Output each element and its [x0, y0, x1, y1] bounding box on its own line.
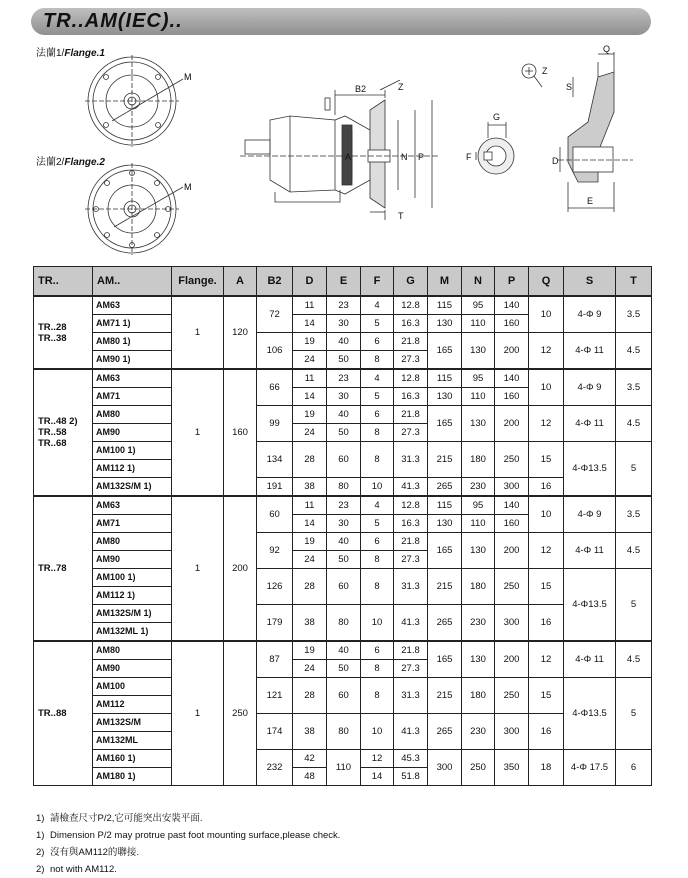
s-cell: 4-Φ 17.5: [564, 750, 616, 786]
table-row: [34, 533, 652, 551]
b2-cell: 72: [257, 296, 293, 333]
s-cell: 4-Φ 9: [564, 369, 616, 406]
s-cell: 4-Φ 11: [564, 533, 616, 569]
am-cell: AM132S/M 1): [93, 478, 172, 497]
d-cell: 38: [293, 478, 327, 497]
s-cell: 4-Φ 9: [564, 496, 616, 533]
flange-cell: 1: [172, 641, 224, 786]
f-cell: 4: [361, 496, 394, 515]
e-cell: 30: [327, 315, 361, 333]
am-cell: AM100 1): [93, 569, 172, 587]
group-tr78: [34, 496, 652, 641]
title-banner: [31, 8, 651, 35]
shaft-keyway-drawing: [462, 110, 522, 190]
m-cell: 130: [428, 515, 462, 533]
dimension-table: [33, 266, 652, 786]
table-row: [34, 442, 652, 460]
table-row: [34, 605, 652, 623]
am-cell: AM112: [93, 696, 172, 714]
g-cell: 27.3: [394, 551, 428, 569]
d-cell: 11: [293, 369, 327, 388]
q-cell: 15: [529, 442, 564, 478]
t-cell: 3.5: [616, 369, 652, 406]
f-cell: 4: [361, 369, 394, 388]
p-cell: 140: [495, 496, 529, 515]
group-tr88: [34, 641, 652, 786]
n-cell: 95: [462, 296, 495, 315]
e-cell: 30: [327, 388, 361, 406]
e-cell: 40: [327, 533, 361, 551]
e-cell: 50: [327, 424, 361, 442]
q-cell: 12: [529, 641, 564, 678]
m-cell: 115: [428, 369, 462, 388]
m-cell: 165: [428, 533, 462, 569]
flange1-label-en: Flange.1: [64, 48, 105, 59]
p-cell: 200: [495, 533, 529, 569]
am-cell: AM71: [93, 515, 172, 533]
g-cell: 12.8: [394, 496, 428, 515]
am-cell: AM90: [93, 551, 172, 569]
g-cell: 45.3: [394, 750, 428, 768]
n-cell: 95: [462, 369, 495, 388]
p-cell: 350: [495, 750, 529, 786]
p-cell: 250: [495, 442, 529, 478]
flange1-drawing: [85, 55, 205, 155]
q-cell: 10: [529, 369, 564, 406]
g-cell: 12.8: [394, 296, 428, 315]
f-cell: 6: [361, 406, 394, 424]
am-cell: AM63: [93, 296, 172, 315]
d-cell: 28: [293, 569, 327, 605]
g-cell: 27.3: [394, 660, 428, 678]
f-cell: 10: [361, 478, 394, 497]
header-b2: B2: [257, 267, 293, 297]
am-cell: AM160 1): [93, 750, 172, 768]
header-p: P: [495, 267, 529, 297]
b2-cell: 99: [257, 406, 293, 442]
a-cell: 120: [224, 296, 257, 369]
d-label: D: [552, 156, 559, 166]
q-cell: 10: [529, 296, 564, 333]
g-cell: 21.8: [394, 533, 428, 551]
footnote: 2) not with AM112.: [36, 864, 117, 875]
n-cell: 130: [462, 333, 495, 370]
f-cell: 8: [361, 660, 394, 678]
q-cell: 10: [529, 496, 564, 533]
t-cell: 3.5: [616, 296, 652, 333]
p-cell: 160: [495, 515, 529, 533]
d-cell: 38: [293, 605, 327, 642]
am-cell: AM100: [93, 678, 172, 696]
b2-cell: 92: [257, 533, 293, 569]
am-cell: AM71 1): [93, 315, 172, 333]
a-cell: 200: [224, 496, 257, 641]
f-cell: 5: [361, 315, 394, 333]
am-cell: AM180 1): [93, 768, 172, 786]
tr-cell: TR..48 2) TR..58 TR..68: [34, 369, 93, 496]
e-cell: 30: [327, 515, 361, 533]
s-cell: 4-Φ13.5: [564, 569, 616, 642]
p-cell: 300: [495, 714, 529, 750]
f-cell: 8: [361, 569, 394, 605]
t-cell: 4.5: [616, 406, 652, 442]
m-cell: 215: [428, 569, 462, 605]
d-cell: 11: [293, 496, 327, 515]
d-cell: 24: [293, 551, 327, 569]
group-tr48-68: [34, 369, 652, 496]
p-cell: 300: [495, 605, 529, 642]
p-cell: 200: [495, 406, 529, 442]
d-cell: 14: [293, 388, 327, 406]
d-cell: 19: [293, 533, 327, 551]
n-cell: 110: [462, 315, 495, 333]
e-cell: 40: [327, 333, 361, 351]
flange-cell: 1: [172, 496, 224, 641]
g-cell: 51.8: [394, 768, 428, 786]
m-cell: 265: [428, 714, 462, 750]
g-cell: 27.3: [394, 424, 428, 442]
f-cell: 8: [361, 678, 394, 714]
am-cell: AM63: [93, 369, 172, 388]
g-cell: 41.3: [394, 714, 428, 750]
header-t: T: [616, 267, 652, 297]
g-cell: 27.3: [394, 351, 428, 370]
am-cell: AM90: [93, 660, 172, 678]
f-cell: 6: [361, 333, 394, 351]
m-cell: 115: [428, 296, 462, 315]
f-label: F: [466, 152, 472, 162]
q-cell: 12: [529, 333, 564, 370]
n-cell: 230: [462, 478, 495, 497]
t-cell: 4.5: [616, 641, 652, 678]
s-cell: 4-Φ 11: [564, 641, 616, 678]
f-cell: 4: [361, 296, 394, 315]
tr-cell: TR..88: [34, 641, 93, 786]
s-cell: 4-Φ13.5: [564, 678, 616, 750]
m-cell: 215: [428, 442, 462, 478]
d-cell: 14: [293, 315, 327, 333]
n-cell: 130: [462, 641, 495, 678]
n-cell: 180: [462, 678, 495, 714]
am-cell: AM80: [93, 641, 172, 660]
header-g: G: [394, 267, 428, 297]
n-cell: 95: [462, 496, 495, 515]
n-cell: 180: [462, 442, 495, 478]
f-cell: 10: [361, 714, 394, 750]
z-label: Z: [398, 82, 404, 92]
am-cell: AM132S/M: [93, 714, 172, 732]
table-row: [34, 333, 652, 351]
b2-cell: 134: [257, 442, 293, 478]
d-cell: 19: [293, 333, 327, 351]
am-cell: AM112 1): [93, 460, 172, 478]
g-cell: 21.8: [394, 333, 428, 351]
p-cell: 250: [495, 569, 529, 605]
p-cell: 140: [495, 369, 529, 388]
b2-cell: 126: [257, 569, 293, 605]
b2-cell: 232: [257, 750, 293, 786]
t-cell: 3.5: [616, 496, 652, 533]
q-label: Q: [603, 44, 611, 54]
e-cell: 80: [327, 714, 361, 750]
table-row: [34, 678, 652, 696]
table-row: [34, 569, 652, 587]
d-cell: 24: [293, 660, 327, 678]
n-cell: 250: [462, 750, 495, 786]
header-q: Q: [529, 267, 564, 297]
header-e: E: [327, 267, 361, 297]
t-cell: 4.5: [616, 333, 652, 370]
f-cell: 6: [361, 533, 394, 551]
m-cell: 165: [428, 406, 462, 442]
header-f: F: [361, 267, 394, 297]
n-cell: 230: [462, 605, 495, 642]
d-cell: 24: [293, 424, 327, 442]
am-cell: AM100 1): [93, 442, 172, 460]
a-cell: 250: [224, 641, 257, 786]
f-cell: 8: [361, 424, 394, 442]
footnote: 1) 請檢查尺寸P/2,它可能突出安裝平面.: [36, 813, 203, 824]
g-cell: 31.3: [394, 678, 428, 714]
flange-cell: 1: [172, 296, 224, 369]
b2-cell: 191: [257, 478, 293, 497]
t-label: T: [398, 211, 404, 221]
f-cell: 12: [361, 750, 394, 768]
footnote: 1) Dimension P/2 may protrue past foot mounting surface,please check.: [36, 830, 341, 841]
g-cell: 41.3: [394, 478, 428, 497]
flange-cell: 1: [172, 369, 224, 496]
q-cell: 12: [529, 533, 564, 569]
e-cell: 60: [327, 442, 361, 478]
p-cell: 160: [495, 388, 529, 406]
e-cell: 80: [327, 605, 361, 642]
e-cell: 80: [327, 478, 361, 497]
table-row: [34, 478, 652, 497]
am-cell: AM80 1): [93, 333, 172, 351]
n-label: N: [401, 152, 408, 162]
e-cell: 23: [327, 296, 361, 315]
m-cell: 300: [428, 750, 462, 786]
t-cell: 5: [616, 569, 652, 642]
p-cell: 140: [495, 296, 529, 315]
b2-cell: 174: [257, 714, 293, 750]
e-cell: 23: [327, 496, 361, 515]
d-cell: 48: [293, 768, 327, 786]
m-cell: 115: [428, 496, 462, 515]
flange2-drawing: [85, 163, 205, 263]
b2-cell: 60: [257, 496, 293, 533]
m-cell: 265: [428, 478, 462, 497]
gearbox-side-view-drawing: [240, 80, 445, 230]
b2-cell: 179: [257, 605, 293, 642]
flange1-label-cn: 法蘭1/: [36, 48, 65, 59]
f-cell: 10: [361, 605, 394, 642]
p-cell: 200: [495, 641, 529, 678]
header-tr: TR..: [34, 267, 93, 297]
am-cell: AM90 1): [93, 351, 172, 370]
s-cell: 4-Φ13.5: [564, 442, 616, 497]
header-s: S: [564, 267, 616, 297]
n-cell: 230: [462, 714, 495, 750]
page-title: TR..AM(IEC)..: [43, 10, 183, 32]
m-cell: 265: [428, 605, 462, 642]
b2-cell: 66: [257, 369, 293, 406]
f-cell: 8: [361, 351, 394, 370]
d-cell: 38: [293, 714, 327, 750]
p-cell: 200: [495, 333, 529, 370]
am-cell: AM71: [93, 388, 172, 406]
f-cell: 5: [361, 515, 394, 533]
e-cell: 40: [327, 641, 361, 660]
e-cell: 40: [327, 406, 361, 424]
n-cell: 130: [462, 406, 495, 442]
p-cell: 160: [495, 315, 529, 333]
d-cell: 24: [293, 351, 327, 370]
table-row: [34, 714, 652, 732]
m-cell: 130: [428, 388, 462, 406]
d-cell: 28: [293, 442, 327, 478]
footnotes: [36, 810, 340, 878]
p-label: P: [418, 152, 425, 162]
table-row: [34, 641, 652, 660]
m-cell: 215: [428, 678, 462, 714]
g-cell: 41.3: [394, 605, 428, 642]
n-cell: 110: [462, 515, 495, 533]
table-row: [34, 406, 652, 424]
table-row: [34, 296, 652, 315]
header-flange: Flange.: [172, 267, 224, 297]
g-cell: 16.3: [394, 315, 428, 333]
q-cell: 16: [529, 714, 564, 750]
a-cell: 160: [224, 369, 257, 496]
group-tr28-38: [34, 296, 652, 369]
table-row: [34, 369, 652, 388]
q-cell: 18: [529, 750, 564, 786]
q-cell: 15: [529, 678, 564, 714]
g-cell: 21.8: [394, 406, 428, 424]
am-cell: AM80: [93, 406, 172, 424]
m-cell: 165: [428, 333, 462, 370]
f-cell: 6: [361, 641, 394, 660]
am-cell: AM112 1): [93, 587, 172, 605]
d-cell: 19: [293, 406, 327, 424]
tr-cell: TR..78: [34, 496, 93, 641]
g-cell: 16.3: [394, 515, 428, 533]
header-a: A: [224, 267, 257, 297]
g-cell: 31.3: [394, 569, 428, 605]
f-cell: 14: [361, 768, 394, 786]
d-cell: 42: [293, 750, 327, 768]
e-label: E: [587, 196, 594, 206]
e-cell: 110: [327, 750, 361, 786]
e-cell: 50: [327, 551, 361, 569]
b2-label: B2: [355, 84, 367, 94]
g-cell: 21.8: [394, 641, 428, 660]
m-cell: 130: [428, 315, 462, 333]
flange2-label-en: Flange.2: [64, 157, 105, 168]
footnote: 2) 沒有與AM112的聯接.: [36, 847, 140, 858]
f-cell: 5: [361, 388, 394, 406]
g-cell: 16.3: [394, 388, 428, 406]
b2-cell: 87: [257, 641, 293, 678]
p-cell: 300: [495, 478, 529, 497]
e-cell: 50: [327, 660, 361, 678]
f-cell: 8: [361, 551, 394, 569]
s-cell: 4-Φ 11: [564, 406, 616, 442]
table-row: [34, 750, 652, 768]
header-n: N: [462, 267, 495, 297]
s-cell: 4-Φ 9: [564, 296, 616, 333]
a-label: A: [345, 152, 352, 162]
e-cell: 23: [327, 369, 361, 388]
am-cell: AM90: [93, 424, 172, 442]
z-detail-label: Z: [542, 66, 548, 76]
header-am: AM..: [93, 267, 172, 297]
p-cell: 250: [495, 678, 529, 714]
t-cell: 5: [616, 678, 652, 750]
flange1-m-label: M: [184, 72, 192, 82]
tr-cell: TR..28 TR..38: [34, 296, 93, 369]
b2-cell: 106: [257, 333, 293, 370]
am-cell: AM63: [93, 496, 172, 515]
t-cell: 6: [616, 750, 652, 786]
g-cell: 31.3: [394, 442, 428, 478]
q-cell: 12: [529, 406, 564, 442]
d-cell: 28: [293, 678, 327, 714]
t-cell: 5: [616, 442, 652, 497]
e-cell: 60: [327, 569, 361, 605]
b2-cell: 121: [257, 678, 293, 714]
n-cell: 110: [462, 388, 495, 406]
e-cell: 60: [327, 678, 361, 714]
n-cell: 130: [462, 533, 495, 569]
am-cell: AM132ML 1): [93, 623, 172, 642]
f-cell: 8: [361, 442, 394, 478]
g-label: G: [493, 112, 501, 122]
t-cell: 4.5: [616, 533, 652, 569]
q-cell: 16: [529, 605, 564, 642]
d-cell: 14: [293, 515, 327, 533]
d-cell: 11: [293, 296, 327, 315]
flange-detail-drawing: [518, 42, 648, 217]
am-cell: AM132S/M 1): [93, 605, 172, 623]
g-cell: 12.8: [394, 369, 428, 388]
header-m: M: [428, 267, 462, 297]
s-cell: 4-Φ 11: [564, 333, 616, 370]
table-row: [34, 496, 652, 515]
table-header-row: [34, 267, 652, 297]
header-d: D: [293, 267, 327, 297]
flange2-m-label: M: [184, 182, 192, 192]
am-cell: AM132ML: [93, 732, 172, 750]
flange2-label-cn: 法蘭2/: [36, 157, 65, 168]
d-cell: 19: [293, 641, 327, 660]
n-cell: 180: [462, 569, 495, 605]
q-cell: 15: [529, 569, 564, 605]
e-cell: 50: [327, 351, 361, 370]
m-cell: 165: [428, 641, 462, 678]
s-label: S: [566, 82, 573, 92]
am-cell: AM80: [93, 533, 172, 551]
q-cell: 16: [529, 478, 564, 497]
